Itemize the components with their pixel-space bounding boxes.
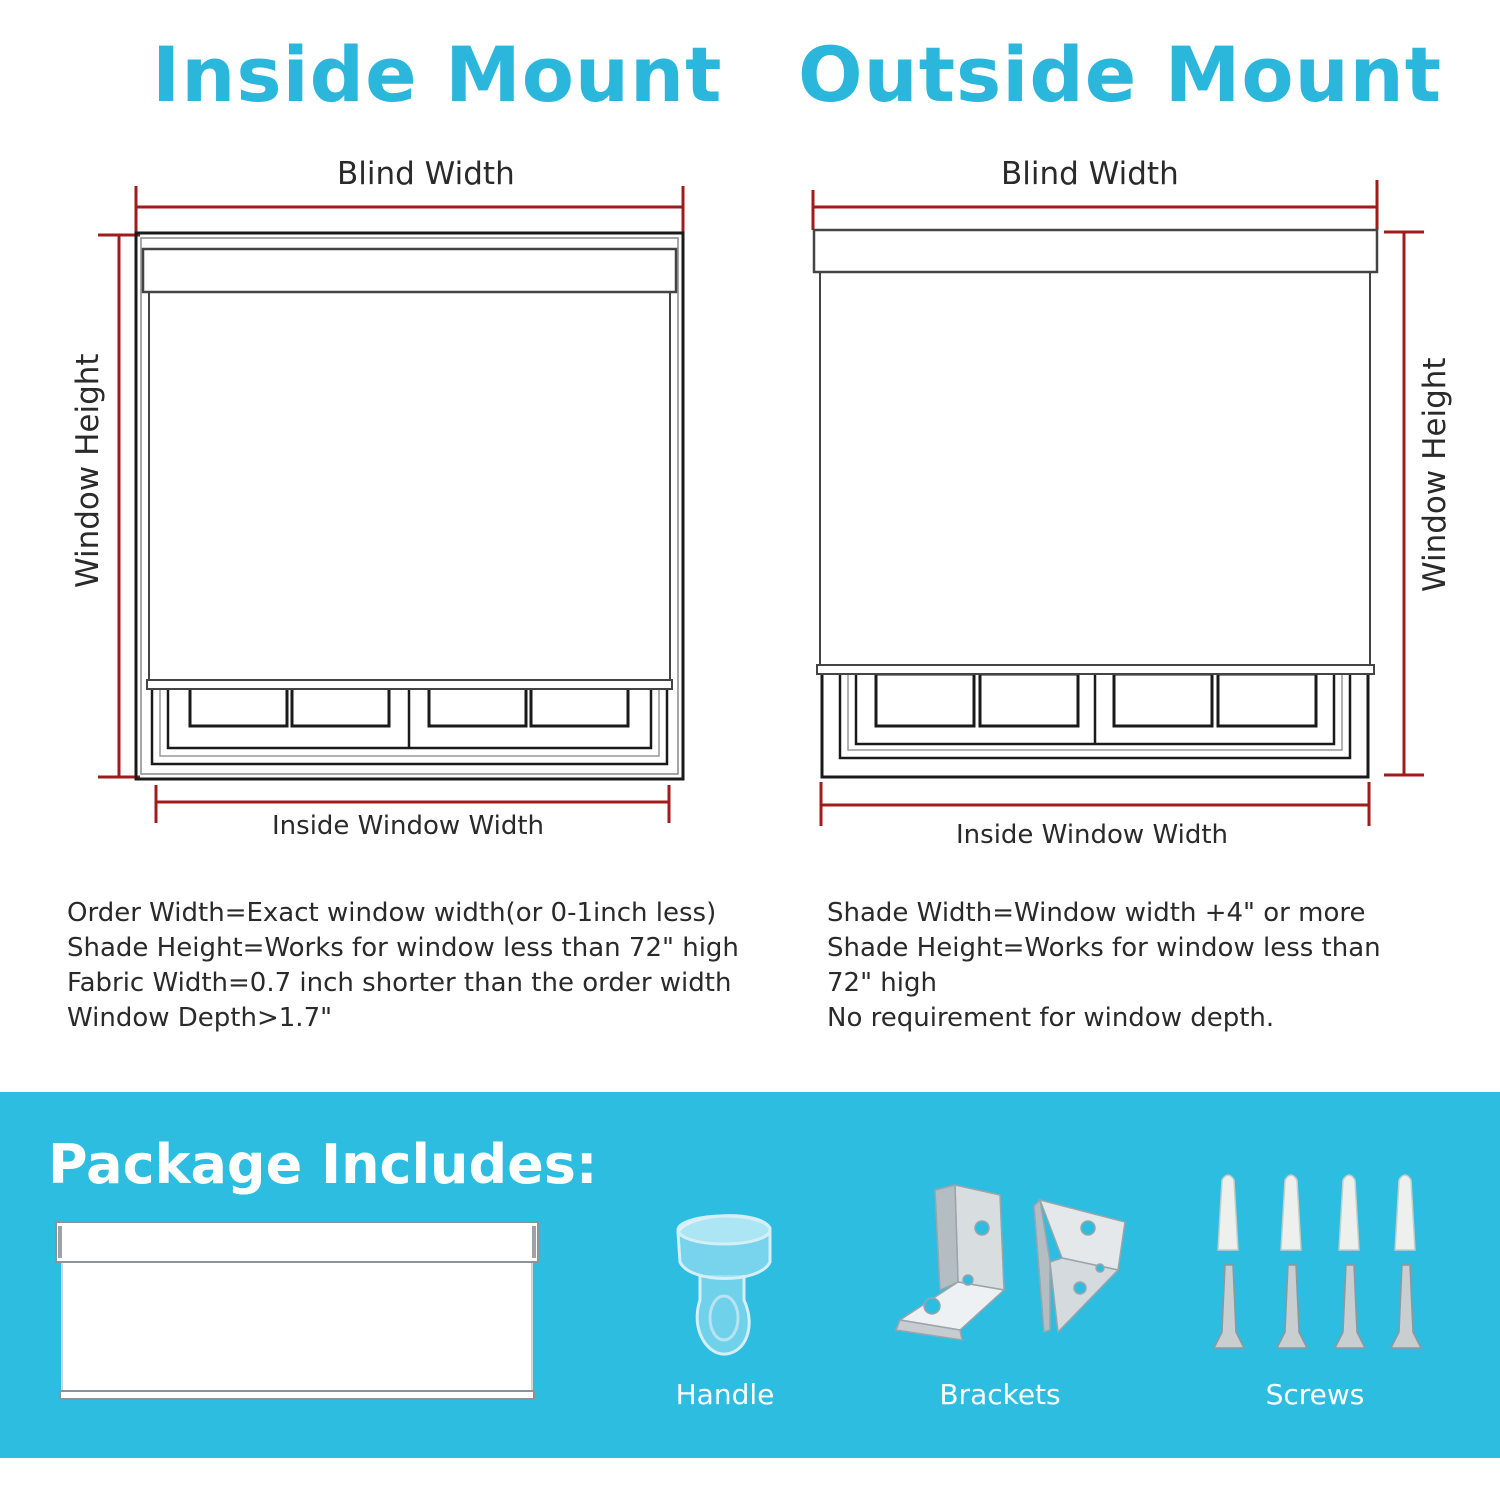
inside-note: Fabric Width=0.7 inch shorter than the order width (67, 968, 732, 998)
outside-mount-title: Outside Mount (798, 30, 1443, 119)
roller-shade-illustration (56, 1222, 538, 1399)
inside-window-width-label: Inside Window Width (272, 811, 544, 841)
inside-note: Shade Height=Works for window less than 72" high (67, 933, 739, 963)
screw-icon (1214, 1265, 1421, 1348)
brackets-icon (896, 1185, 1125, 1340)
inside-mount-title: Inside Mount (152, 30, 723, 119)
screws-icon (1214, 1175, 1421, 1348)
anchor-icon (1218, 1175, 1415, 1250)
outside-note: No requirement for window depth. (827, 1003, 1275, 1033)
outside-note: Shade Width=Window width +4" or more (827, 898, 1366, 928)
inside-note: Order Width=Exact window width(or 0-1inch less) (67, 898, 717, 928)
handle-icon (678, 1216, 770, 1354)
outside-window-width-label: Inside Window Width (956, 820, 1228, 850)
screws-label: Screws (1265, 1378, 1365, 1411)
outside-window-height-label: Window Height (1417, 357, 1453, 592)
inside-blind-width-label: Blind Width (337, 156, 515, 192)
inside-note: Window Depth>1.7" (67, 1003, 333, 1033)
inside-window-height-label: Window Height (70, 353, 106, 588)
handle-label: Handle (675, 1378, 775, 1411)
outside-note: 72" high (827, 968, 937, 998)
brackets-label: Brackets (939, 1378, 1061, 1411)
outside-note: Shade Height=Works for window less than (827, 933, 1381, 963)
package-title: Package Includes: (48, 1133, 598, 1196)
outside-blind-width-label: Blind Width (1001, 156, 1179, 192)
